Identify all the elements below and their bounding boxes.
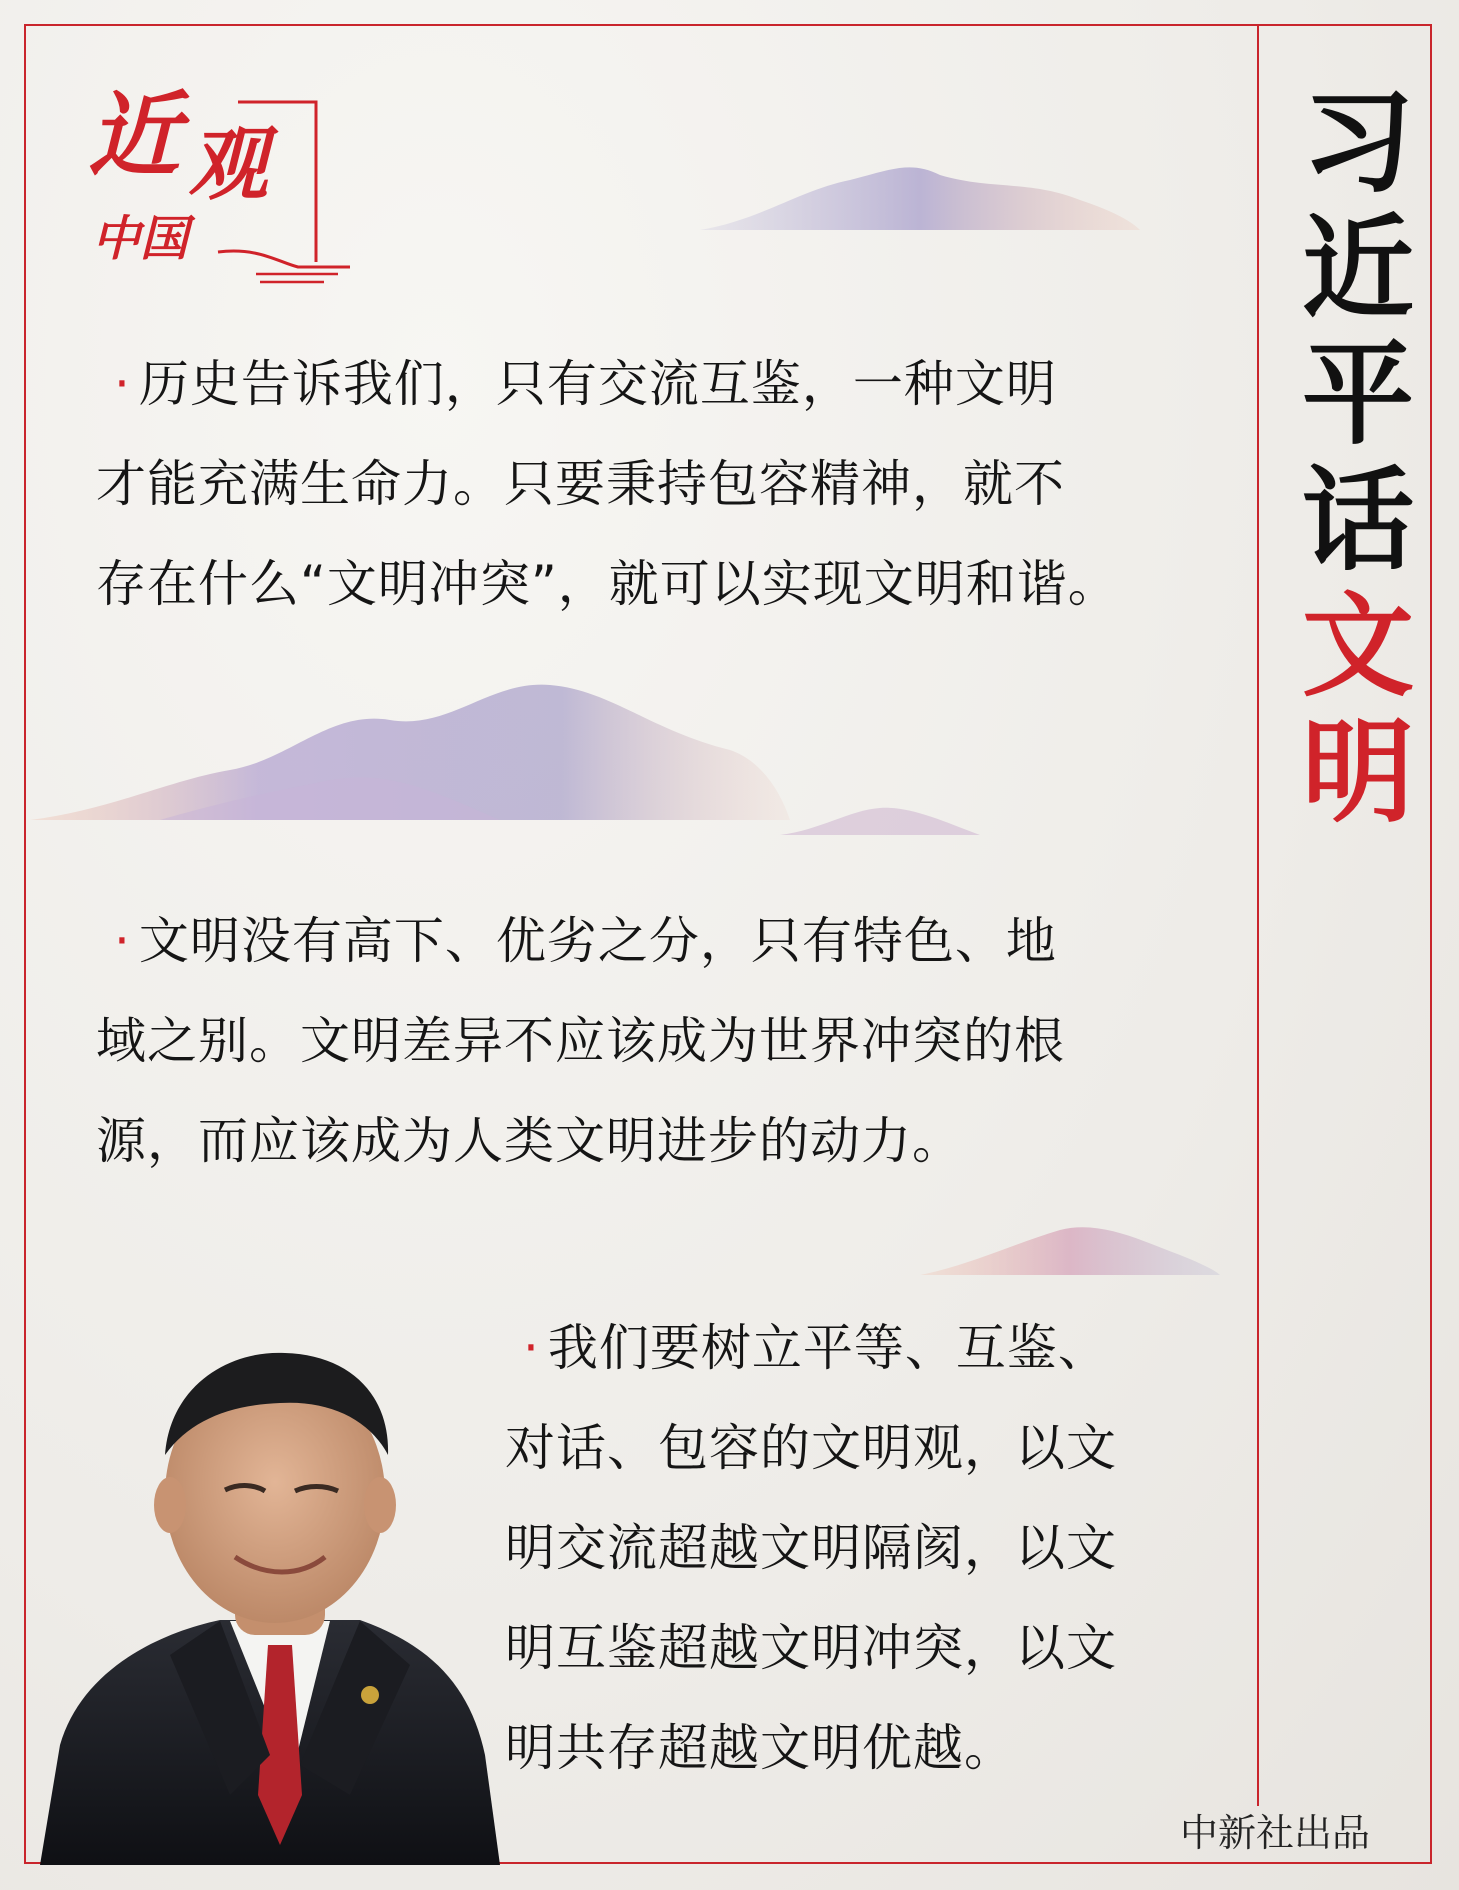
title-char-highlight: 明	[1302, 707, 1414, 838]
speaker-portrait	[30, 1325, 510, 1865]
title-divider	[1257, 24, 1259, 1806]
quote-line	[96, 891, 1208, 991]
quote-line: 源，而应该成为人类文明进步的动力。	[96, 1112, 963, 1170]
title-char: 话	[1302, 455, 1414, 586]
quote-line: 明共存超越文明优越。	[505, 1719, 1015, 1777]
bullet-icon: ·	[523, 1319, 540, 1377]
logo-char-guan: 观	[188, 117, 268, 211]
quote-text: 我们要树立平等、互鉴、	[547, 1319, 1109, 1377]
quote-paragraph-3	[505, 1298, 1210, 1798]
quote-line: 存在什么“文明冲突”，就可以实现文明和谐。	[96, 555, 1119, 613]
quote-line: 明交流超越文明隔阂，以文	[505, 1519, 1117, 1577]
quote-text: 文明没有高下、优劣之分，只有特色、地	[138, 912, 1057, 970]
jinguan-zhongguo-logo	[88, 62, 358, 292]
quote-text: 历史告诉我们，只有交流互鉴，一种文明	[138, 355, 1057, 413]
bullet-icon: ·	[114, 355, 131, 413]
bullet-icon: ·	[114, 912, 131, 970]
quote-line: 明互鉴超越文明冲突，以文	[505, 1619, 1117, 1677]
quote-line	[505, 1298, 1210, 1398]
title-char-highlight: 文	[1302, 581, 1414, 712]
quote-paragraph-1	[96, 334, 1208, 634]
vertical-title	[1288, 77, 1428, 838]
logo-text-zhongguo: 中国	[92, 211, 189, 267]
title-char: 平	[1302, 329, 1414, 460]
quote-line: 域之别。文明差异不应该成为世界冲突的根	[96, 1012, 1065, 1070]
quote-line	[96, 334, 1208, 434]
quote-paragraph-2	[96, 891, 1208, 1191]
logo-char-jin: 近	[88, 81, 181, 189]
title-char: 习	[1302, 77, 1414, 208]
publisher-credit: 中新社出品	[1180, 1811, 1371, 1855]
quote-line: 才能充满生命力。只要秉持包容精神，就不	[96, 455, 1065, 513]
quote-line: 对话、包容的文明观，以文	[505, 1419, 1117, 1477]
title-char: 近	[1302, 203, 1414, 334]
